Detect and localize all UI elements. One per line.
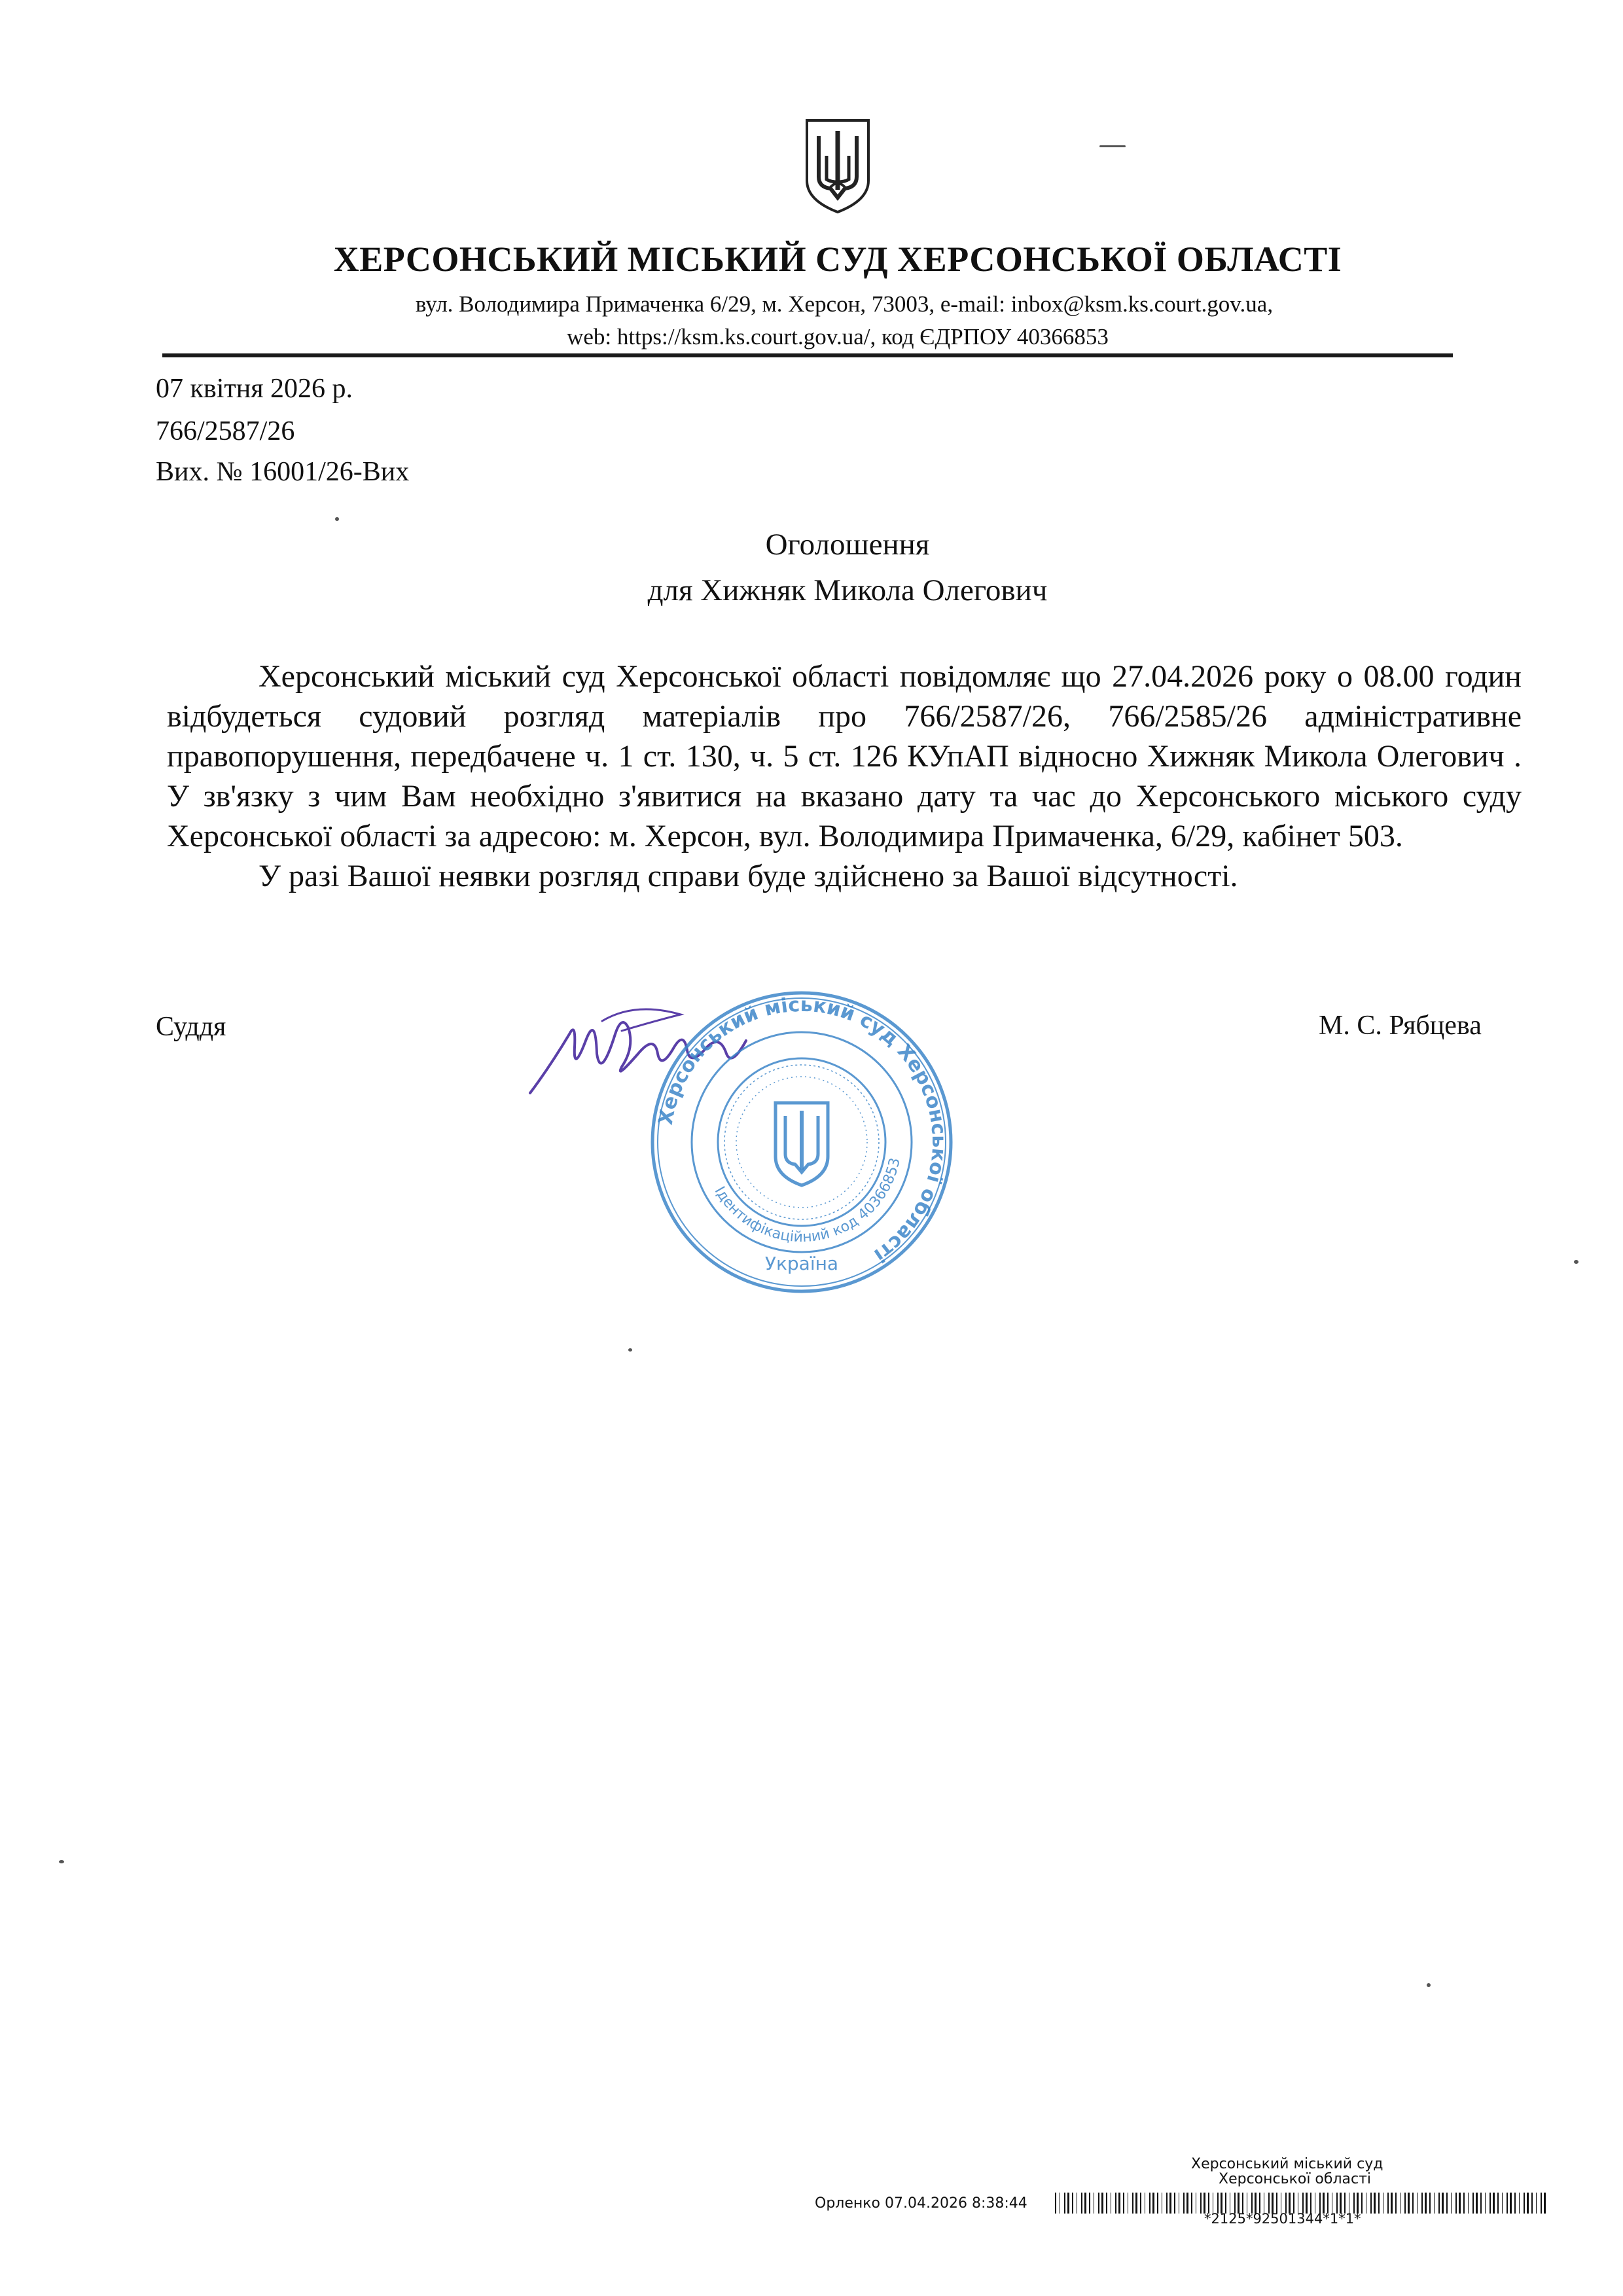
barcode-bar — [1417, 2193, 1418, 2214]
barcode-bar — [1067, 2193, 1069, 2214]
barcode-bar — [1502, 2193, 1503, 2214]
barcode-bar — [1191, 2193, 1192, 2214]
announcement-title: Оголошення — [765, 528, 930, 562]
barcode-bar — [1434, 2193, 1435, 2214]
barcode-bar — [1084, 2193, 1086, 2214]
barcode-bar — [1387, 2193, 1389, 2214]
barcode-bar — [1055, 2193, 1056, 2214]
barcode-bar — [1497, 2193, 1499, 2214]
signature-role: Суддя — [156, 1012, 226, 1042]
barcode-bar — [1166, 2193, 1168, 2214]
barcode-bar — [1468, 2193, 1469, 2214]
barcode-bar — [1378, 2193, 1380, 2214]
barcode-bar — [1425, 2193, 1427, 2214]
barcode-bar — [1169, 2193, 1171, 2214]
barcode-bar — [1135, 2193, 1137, 2214]
barcode-bar — [1152, 2193, 1154, 2214]
barcode-bar — [1429, 2193, 1431, 2214]
stamp-bottom-text: Україна — [764, 1253, 839, 1274]
barcode-bar — [1404, 2193, 1406, 2214]
barcode-bar — [1476, 2193, 1478, 2214]
barcode-bar — [1140, 2193, 1141, 2214]
barcode-bar — [1118, 2193, 1120, 2214]
barcode-bar — [1072, 2193, 1073, 2214]
court-address-line-2: web: https://ksm.ks.court.gov.ua/, код ЄДРПОУ 40366853 — [567, 324, 1109, 350]
barcode-bar — [1442, 2193, 1444, 2214]
court-name: ХЕРСОНСЬКИЙ МІСЬКИЙ СУД ХЕРСОНСЬКОЇ ОБЛАСТІ — [333, 240, 1342, 279]
announcement-paragraph-2: У разі Вашої неявки розгляд справи буде здійснено за Вашої відсутності. — [259, 859, 1238, 893]
barcode-bar — [1370, 2193, 1372, 2214]
barcode-bar — [1115, 2193, 1116, 2214]
court-address-line-1: вул. Володимира Примаченка 6/29, м. Херсон, 73003, e-mail: inbox@ksm.ks.court.gov.ua, — [415, 291, 1274, 317]
barcode-bar — [1374, 2193, 1376, 2214]
barcode-bar — [1541, 2193, 1542, 2214]
barcode-bar — [1480, 2193, 1482, 2214]
barcode-bar — [1446, 2193, 1448, 2214]
outgoing-number: Вих. № 16001/26-Вих — [156, 457, 410, 487]
barcode-bar — [1485, 2193, 1486, 2214]
announcement-paragraph-1: Херсонський міський суд Херсонської області повідомляє що 27.04.2026 року о 08.00 годин відбудеться судовий розгляд матеріалів про 766/2587/26, 766/2585/26 адміністративне правопорушення, передбачене ч. 1 ст. 130, ч. 5 ст. 126 КУпАП відносно Хижняк Микола Олегович . У зв'язку з чим Вам необхідно з'явитися на вказано дату та час до Херсонського міського суду Херсонської області за адресою: м. Херсон, вул. Володимира Примаченка, 6/29, кабінет 503. — [167, 659, 1522, 853]
barcode-bar — [1519, 2193, 1520, 2214]
barcode-bar — [1149, 2193, 1150, 2214]
stamp-inner-text: Ідентифікаційний код 40366853 — [711, 1156, 904, 1246]
barcode-bar — [1064, 2193, 1065, 2214]
scan-speck — [628, 1348, 632, 1352]
barcode-bar — [1200, 2193, 1202, 2214]
registration-stamp: Орленко 07.04.2026 8:38:44 — [815, 2195, 1027, 2212]
barcode-bar — [1183, 2193, 1185, 2214]
scan-speck — [1427, 1983, 1431, 1987]
barcode-bar — [1438, 2193, 1440, 2214]
barcode-bar — [1081, 2193, 1082, 2214]
scan-speck — [59, 1860, 64, 1863]
barcode-bar — [1098, 2193, 1099, 2214]
stamp-outer-text: Херсонський міський суд Херсонської області — [654, 993, 951, 1267]
barcode-number: *2125*92501344*1*1* — [1204, 2211, 1361, 2227]
barcode-bar — [1186, 2193, 1188, 2214]
barcode-bar — [1132, 2193, 1133, 2214]
case-number: 766/2587/26 — [156, 416, 295, 446]
signatory-name: М. С. Рябцева — [1319, 1011, 1482, 1041]
barcode-bar — [1174, 2193, 1175, 2214]
barcode-bar — [1361, 2193, 1363, 2214]
barcode-bar — [1101, 2193, 1103, 2214]
barcode-bar — [1459, 2193, 1461, 2214]
barcode-bar — [1527, 2193, 1529, 2214]
barcode-bar — [1524, 2193, 1525, 2214]
scan-speck — [1574, 1260, 1578, 1264]
barcode-bar — [1123, 2193, 1124, 2214]
header-divider — [162, 353, 1453, 357]
footer-org-line-2: Херсонської області — [1219, 2171, 1372, 2187]
barcode-bar — [1463, 2193, 1465, 2214]
barcode-bar — [1489, 2193, 1491, 2214]
barcode-bar — [1544, 2193, 1546, 2214]
barcode-bar — [1455, 2193, 1457, 2214]
barcode-bar — [1507, 2193, 1508, 2214]
letter-date: 07 квітня 2026 р. — [156, 374, 353, 404]
announcement-body — [167, 656, 1522, 896]
official-stamp — [645, 985, 959, 1299]
footer-org-line-1: Херсонський міський суд — [1191, 2156, 1383, 2172]
barcode-bar — [1157, 2193, 1158, 2214]
barcode-bar — [1536, 2193, 1537, 2214]
barcode-bar — [1472, 2193, 1474, 2214]
announcement-recipient: для Хижняк Микола Олегович — [647, 573, 1048, 607]
barcode-bar — [1514, 2193, 1516, 2214]
barcode-bar — [1531, 2193, 1533, 2214]
scan-speck — [1099, 145, 1126, 147]
barcode-bar — [1391, 2193, 1393, 2214]
barcode-bar — [1089, 2193, 1090, 2214]
scan-speck — [335, 517, 339, 521]
barcode-bar — [1412, 2193, 1414, 2214]
barcode-bar — [1493, 2193, 1495, 2214]
barcode-bar — [1421, 2193, 1423, 2214]
barcode-bar — [1510, 2193, 1512, 2214]
barcode-bar — [1106, 2193, 1107, 2214]
barcode-bar — [1408, 2193, 1410, 2214]
barcode-bar — [1451, 2193, 1452, 2214]
barcode-bar — [1395, 2193, 1397, 2214]
tryzub-emblem-icon — [802, 117, 874, 215]
